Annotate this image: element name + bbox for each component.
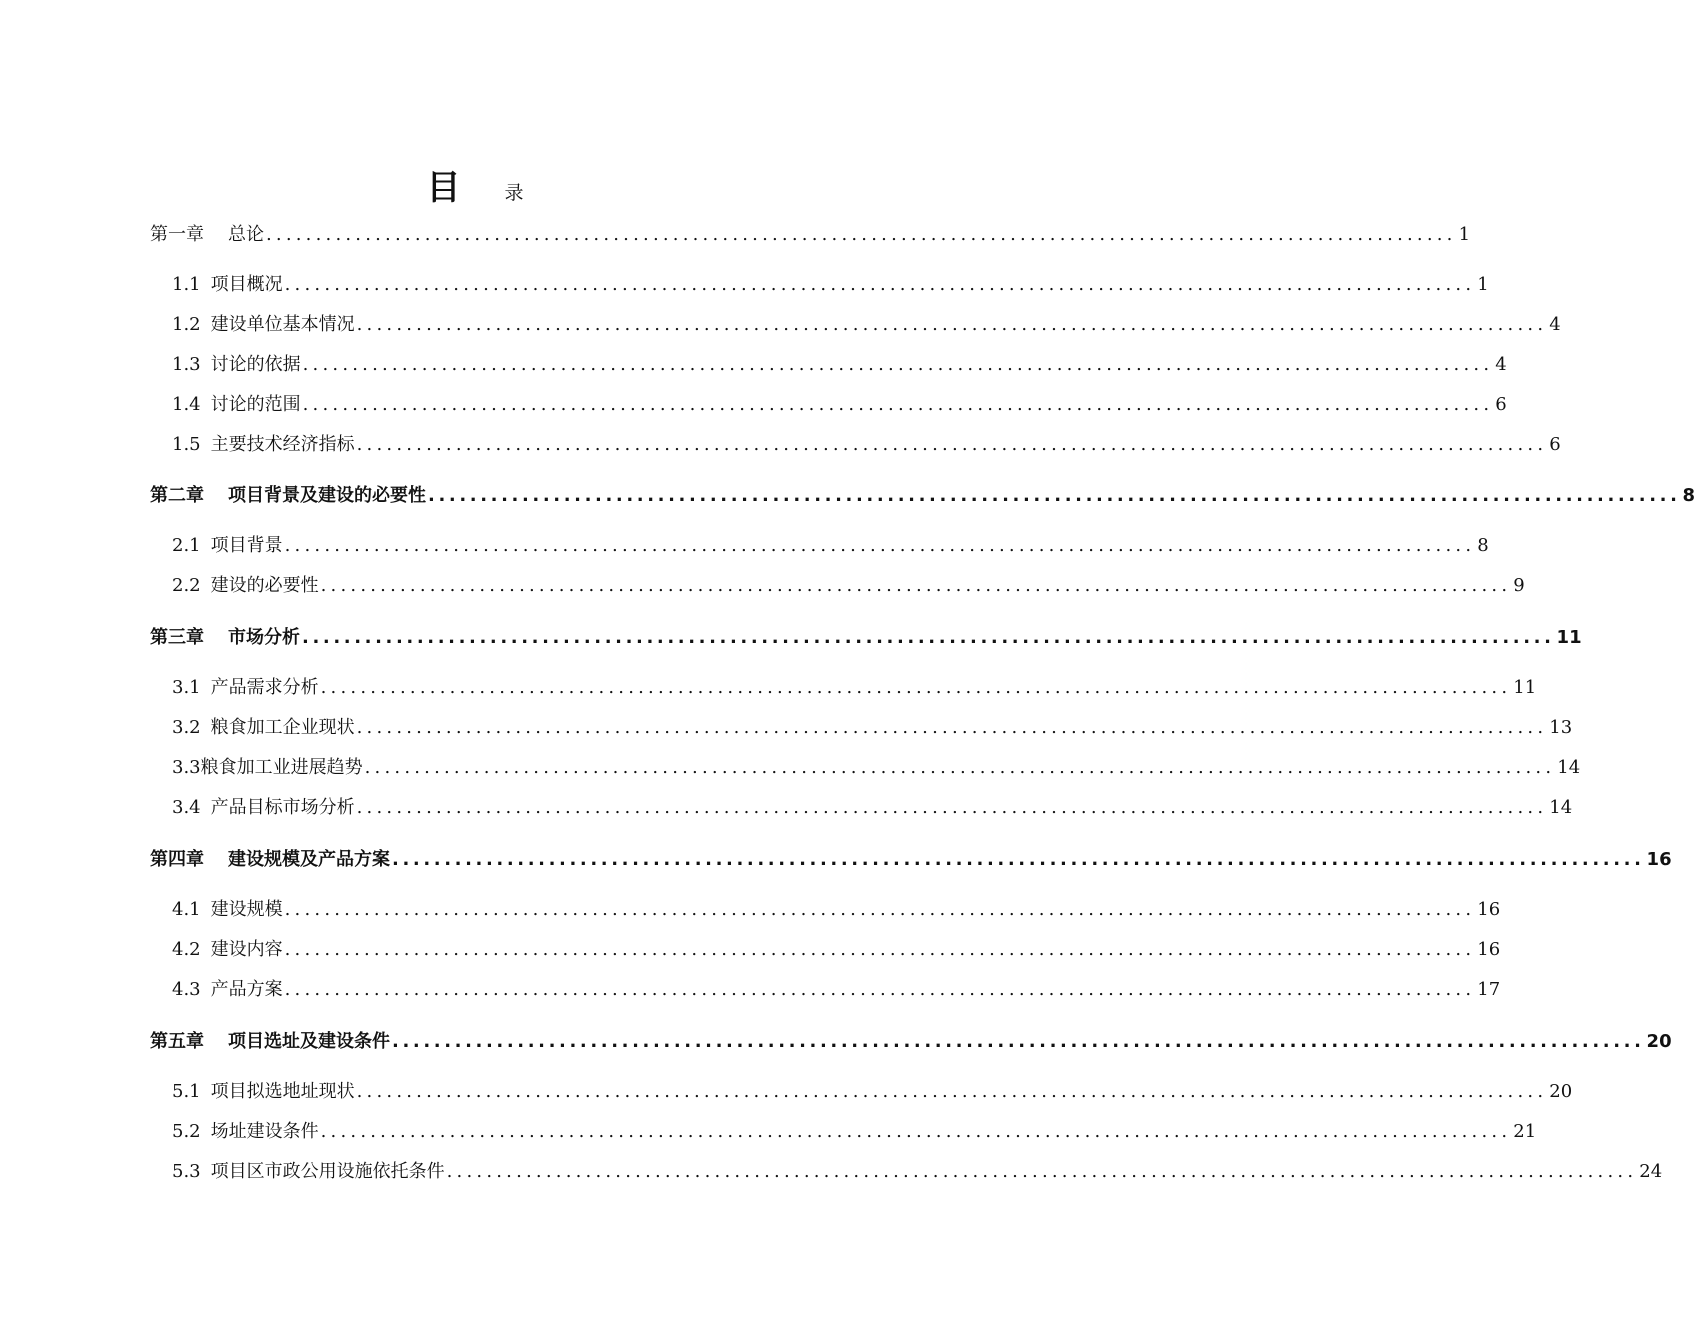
toc-section-entry[interactable] — [172, 531, 1489, 561]
toc-leader-dots: ........................................................................................................................ — [302, 394, 1494, 415]
toc-page-number: 4 — [1495, 354, 1507, 375]
toc-entry-number: 1.4 — [172, 394, 201, 415]
toc-entry-number: 3.4 — [172, 797, 201, 818]
toc-page-number: 21 — [1513, 1121, 1537, 1142]
toc-leader-dots: ........................................................................................................................ — [392, 849, 1645, 870]
toc-entry-number: 5.3 — [172, 1161, 201, 1182]
toc-page-number: 16 — [1477, 899, 1501, 920]
toc-page-number: 20 — [1646, 1031, 1672, 1052]
toc-leader-dots: ........................................................................................................................ — [284, 979, 1476, 1000]
toc-entry-title: 产品方案 — [210, 979, 283, 1000]
toc-leader-dots: ........................................................................................................................ — [302, 354, 1494, 375]
toc-entry-number: 1.1 — [172, 274, 201, 295]
toc-page-number: 14 — [1549, 797, 1573, 818]
toc-section-entry[interactable] — [172, 673, 1537, 703]
toc-entry-label — [172, 390, 301, 420]
toc-entry-label — [150, 623, 300, 653]
toc-entry-label — [172, 935, 283, 965]
toc-entry-label — [172, 1117, 319, 1147]
toc-entry-label — [150, 220, 264, 250]
toc-entry-title: 市场分析 — [228, 627, 300, 648]
toc-section-entry[interactable] — [172, 975, 1501, 1005]
toc-entry-number: 第二章 — [150, 485, 204, 506]
toc-chapter-entry[interactable] — [150, 1027, 1672, 1057]
toc-entry-title: 项目背景 — [210, 535, 283, 556]
toc-section-entry[interactable] — [172, 713, 1573, 743]
toc-leader-dots: ........................................................................................................................ — [284, 939, 1476, 960]
toc-entry-label — [172, 310, 355, 340]
toc-section-entry[interactable] — [172, 350, 1507, 380]
toc-entry-title: 项目概况 — [210, 274, 283, 295]
toc-page-number: 6 — [1495, 394, 1507, 415]
toc-chapter-entry[interactable] — [150, 845, 1672, 875]
toc-leader-dots: ........................................................................................................................ — [302, 627, 1555, 648]
toc-section-entry[interactable] — [172, 1117, 1537, 1147]
toc-leader-dots: ........................................................................................................................ — [446, 1161, 1638, 1182]
toc-page-number: 24 — [1639, 1161, 1663, 1182]
toc-entry-label — [172, 753, 363, 783]
toc-entry-number: 3.3 — [172, 757, 201, 778]
toc-entry-title: 建设的必要性 — [210, 575, 319, 596]
toc-page-number: 20 — [1549, 1081, 1573, 1102]
toc-entry-number: 1.3 — [172, 354, 201, 375]
toc-entry-title: 粮食加工企业现状 — [210, 717, 355, 738]
toc-entry-number: 4.3 — [172, 979, 201, 1000]
toc-leader-dots: ........................................................................................................................ — [284, 535, 1476, 556]
toc-entry-number: 3.2 — [172, 717, 201, 738]
toc-entry-label — [150, 1027, 390, 1057]
toc-leader-dots: ........................................................................................................................ — [320, 677, 1512, 698]
toc-entry-number: 第五章 — [150, 1031, 204, 1052]
toc-entry-number: 第一章 — [150, 224, 204, 245]
toc-entry-title: 建设单位基本情况 — [210, 314, 355, 335]
toc-page-number: 16 — [1477, 939, 1501, 960]
toc-leader-dots: ........................................................................................................................ — [266, 224, 1457, 245]
toc-section-entry[interactable] — [172, 895, 1501, 925]
toc-page-number: 1 — [1458, 224, 1471, 245]
toc-heading-main: 目 — [426, 168, 461, 208]
toc-entry-number: 第三章 — [150, 627, 204, 648]
toc-leader-dots: ........................................................................................................................ — [392, 1031, 1645, 1052]
toc-leader-dots: ........................................................................................................................ — [356, 314, 1548, 335]
toc-leader-dots: ........................................................................................................................ — [356, 717, 1548, 738]
toc-section-entry[interactable] — [172, 753, 1581, 783]
toc-chapter-entry[interactable] — [150, 481, 1695, 511]
toc-entry-label — [172, 1077, 355, 1107]
toc-entry-title: 项目背景及建设的必要性 — [228, 485, 426, 506]
toc-entry-title: 建设规模及产品方案 — [228, 849, 390, 870]
toc-entry-title: 项目选址及建设条件 — [228, 1031, 390, 1052]
toc-entry-label — [150, 481, 426, 511]
toc-entry-title: 项目拟选地址现状 — [210, 1081, 355, 1102]
toc-heading-secondary: 录 — [504, 182, 524, 204]
toc-entry-number: 第四章 — [150, 849, 204, 870]
toc-leader-dots: ........................................................................................................................ — [428, 485, 1681, 506]
toc-entry-number: 1.5 — [172, 434, 201, 455]
toc-entry-title: 建设内容 — [210, 939, 283, 960]
toc-entry-title: 总论 — [228, 224, 264, 245]
toc-entry-label — [172, 430, 355, 460]
toc-entry-title: 建设规模 — [210, 899, 283, 920]
toc-entry-title: 产品目标市场分析 — [210, 797, 355, 818]
toc-page-number: 1 — [1477, 274, 1489, 295]
toc-section-entry[interactable] — [172, 390, 1507, 420]
toc-entry-title: 主要技术经济指标 — [210, 434, 355, 455]
toc-page-number: 13 — [1549, 717, 1573, 738]
toc-entry-number: 1.2 — [172, 314, 201, 335]
toc-entry-label — [172, 571, 319, 601]
toc-page-number: 11 — [1556, 627, 1582, 648]
toc-entry-label — [172, 673, 319, 703]
toc-entry-number: 4.2 — [172, 939, 201, 960]
toc-page-number: 8 — [1682, 485, 1695, 506]
toc-entry-label — [172, 350, 301, 380]
toc-entry-number: 2.1 — [172, 535, 201, 556]
toc-entry-title: 粮食加工业进展趋势 — [200, 757, 363, 778]
toc-entry-title: 项目区市政公用设施依托条件 — [210, 1161, 445, 1182]
toc-section-entry[interactable] — [172, 935, 1501, 965]
toc-page-number: 17 — [1477, 979, 1501, 1000]
toc-leader-dots: ........................................................................................................................ — [320, 575, 1512, 596]
toc-entry-label — [172, 270, 283, 300]
toc-entry-label — [172, 531, 283, 561]
toc-section-entry[interactable] — [172, 430, 1561, 460]
toc-heading — [0, 160, 950, 209]
toc-entry-label — [172, 793, 355, 823]
toc-section-entry[interactable] — [172, 571, 1525, 601]
toc-entry-number: 2.2 — [172, 575, 201, 596]
toc-entry-number: 4.1 — [172, 899, 201, 920]
toc-section-entry[interactable] — [172, 793, 1573, 823]
toc-entry-title: 产品需求分析 — [210, 677, 319, 698]
toc-leader-dots: ........................................................................................................................ — [284, 899, 1476, 920]
toc-entry-title: 场址建设条件 — [210, 1121, 319, 1142]
toc-section-entry[interactable] — [172, 1157, 1663, 1187]
toc-page-number: 14 — [1557, 757, 1581, 778]
toc-page-number: 4 — [1549, 314, 1561, 335]
toc-page-number: 8 — [1477, 535, 1489, 556]
toc-leader-dots: ........................................................................................................................ — [284, 274, 1476, 295]
toc-entry-number: 3.1 — [172, 677, 201, 698]
toc-entry-number: 5.1 — [172, 1081, 201, 1102]
toc-section-entry[interactable] — [172, 1077, 1573, 1107]
toc-page-number: 11 — [1513, 677, 1537, 698]
toc-chapter-entry[interactable] — [150, 623, 1582, 653]
toc-page-number: 16 — [1646, 849, 1672, 870]
toc-entry-number: 5.2 — [172, 1121, 201, 1142]
toc-chapter-entry[interactable] — [150, 220, 1471, 250]
toc-leader-dots: ........................................................................................................................ — [364, 757, 1556, 778]
toc-entry-label — [172, 975, 283, 1005]
toc-entry-label — [172, 895, 283, 925]
toc-leader-dots: ........................................................................................................................ — [356, 797, 1548, 818]
toc-entry-title: 讨论的依据 — [210, 354, 301, 375]
toc-section-entry[interactable] — [172, 310, 1561, 340]
toc-entry-label — [172, 713, 355, 743]
toc-leader-dots: ........................................................................................................................ — [320, 1121, 1512, 1142]
toc-entry-label — [172, 1157, 445, 1187]
toc-entry-label — [150, 845, 390, 875]
toc-leader-dots: ........................................................................................................................ — [356, 434, 1548, 455]
toc-page-number: 6 — [1549, 434, 1561, 455]
toc-leader-dots: ........................................................................................................................ — [356, 1081, 1548, 1102]
toc-entry-title: 讨论的范围 — [210, 394, 301, 415]
toc-section-entry[interactable] — [172, 270, 1489, 300]
toc-page-number: 9 — [1513, 575, 1525, 596]
